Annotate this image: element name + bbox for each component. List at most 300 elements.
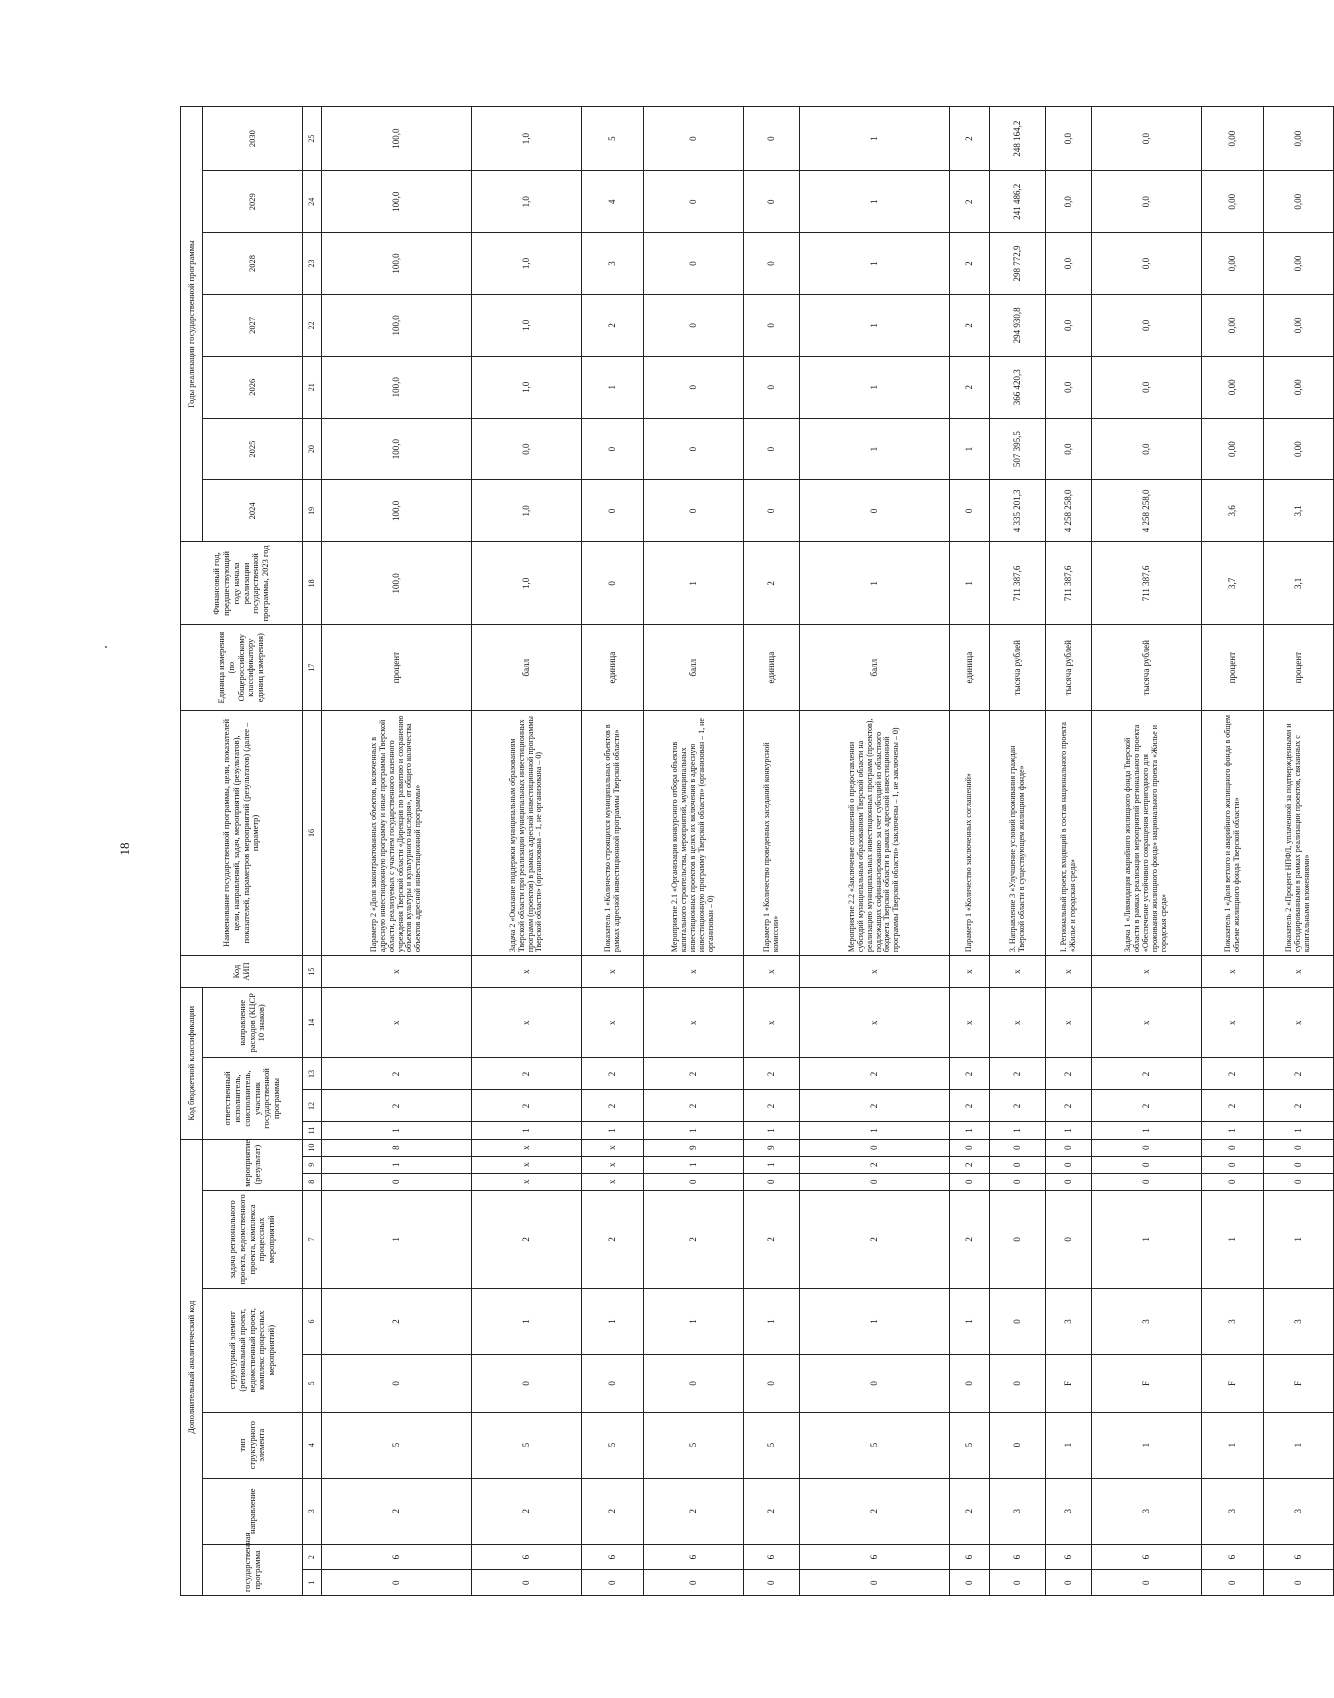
code-cell-c10: 9 (744, 1139, 800, 1156)
header-napravlenie: направление (203, 1478, 303, 1544)
row-year-value: 0,00 (1264, 171, 1334, 233)
code-cell-c2: 6 (990, 1544, 1046, 1570)
code-cell-c7: 2 (744, 1190, 800, 1288)
code-cell-c8: 0 (1046, 1173, 1092, 1190)
header-year-2024: 2024 (203, 480, 303, 542)
index-cell: 7 (303, 1190, 322, 1288)
code-cell-c12: 2 (322, 1090, 472, 1122)
row-unit: балл (472, 625, 582, 710)
row-year-value: 1 (800, 233, 950, 295)
code-cell-c4: 5 (744, 1412, 800, 1478)
code-cell-c6: 3 (1264, 1288, 1334, 1354)
row-year-value: 1,0 (472, 233, 582, 295)
header-name: Наименование государственной программы, цели, показателей цели, направлений, задач, мероприятий (результатов), показателей, параметров мероприятий (результатов) (далее – параметр) (181, 710, 303, 955)
code-cell-c9: x (582, 1156, 644, 1173)
index-cell: 5 (303, 1355, 322, 1413)
row-year-value: 2 (950, 107, 990, 171)
code-cell-c13: 2 (644, 1058, 744, 1090)
code-cell-c8: 0 (1264, 1173, 1334, 1190)
index-cell: 25 (303, 107, 322, 171)
code-cell-c7: 2 (800, 1190, 950, 1288)
code-cell-c14: x (1092, 988, 1202, 1058)
code-cell-c15: x (644, 956, 744, 988)
code-cell-c9: 0 (1092, 1156, 1202, 1173)
code-cell-c2: 6 (950, 1544, 990, 1570)
code-cell-c4: 5 (472, 1412, 582, 1478)
code-cell-c9: 0 (1202, 1156, 1264, 1173)
code-cell-c7: 2 (472, 1190, 582, 1288)
code-cell-c14: x (322, 988, 472, 1058)
program-table-sheet (180, 106, 1311, 1596)
row-year-value: 0,00 (1202, 171, 1264, 233)
program-table (180, 106, 1334, 1596)
row-year-value: 0 (800, 480, 950, 542)
code-cell-c4: 5 (800, 1412, 950, 1478)
code-cell-c6: 3 (1202, 1288, 1264, 1354)
header-dak: Дополнительный аналитический код (181, 1139, 203, 1595)
code-cell-c2: 6 (322, 1544, 472, 1570)
code-cell-c15: x (322, 956, 472, 988)
code-cell-c3: 3 (1264, 1478, 1334, 1544)
row-year-value: 0,00 (1264, 294, 1334, 356)
code-cell-c14: x (644, 988, 744, 1058)
code-cell-c1: 0 (472, 1570, 582, 1596)
code-cell-c13: 2 (950, 1058, 990, 1090)
code-cell-c10: 0 (1264, 1139, 1334, 1156)
row-year-value: 1,0 (472, 480, 582, 542)
code-cell-c15: x (800, 956, 950, 988)
index-cell: 8 (303, 1173, 322, 1190)
header-tip: тип структурного элемента (203, 1412, 303, 1478)
page-number: 18 (117, 842, 132, 856)
code-cell-c2: 6 (1046, 1544, 1092, 1570)
row-year-value: 0 (644, 294, 744, 356)
row-year-value: 4 258 258,0 (1046, 480, 1092, 542)
code-cell-c3: 2 (322, 1478, 472, 1544)
code-cell-c10: 8 (322, 1139, 472, 1156)
row-year-value: 2 (582, 294, 644, 356)
row-year-value: 0,00 (1202, 356, 1264, 418)
code-cell-c11: 1 (1046, 1122, 1092, 1139)
row-name: Параметр 1 «Количество проведенных заседаний конкурсной комиссии» (744, 710, 800, 955)
code-cell-c1: 0 (1046, 1570, 1092, 1596)
code-cell-c13: 2 (1046, 1058, 1092, 1090)
table-row (950, 107, 990, 1596)
header-napr-rash: направление расходов (КЦСР 10 знаков) (203, 988, 303, 1058)
row-year-value: 1 (800, 107, 950, 171)
code-cell-c14: x (1046, 988, 1092, 1058)
code-cell-c4: 5 (322, 1412, 472, 1478)
code-cell-c15: x (1092, 956, 1202, 988)
row-year-value: 0 (644, 107, 744, 171)
code-cell-c12: 2 (1264, 1090, 1334, 1122)
code-cell-c11: 1 (1202, 1122, 1264, 1139)
code-cell-c5: 0 (472, 1355, 582, 1413)
code-cell-c11: 1 (472, 1122, 582, 1139)
code-cell-c1: 0 (1092, 1570, 1202, 1596)
code-cell-c14: x (744, 988, 800, 1058)
code-cell-c13: 2 (1264, 1058, 1334, 1090)
header-kbk: Код бюджетной классификации (181, 988, 203, 1139)
code-cell-c1: 0 (990, 1570, 1046, 1596)
row-year-value: 0 (744, 107, 800, 171)
code-cell-c5: F (1202, 1355, 1264, 1413)
index-cell: 11 (303, 1122, 322, 1139)
row-year-value: 241 486,2 (990, 171, 1046, 233)
row-year-value: 0,0 (1092, 171, 1202, 233)
index-cell: 18 (303, 542, 322, 625)
row-year-value: 0 (644, 233, 744, 295)
row-year-value: 100,0 (322, 480, 472, 542)
row-base-year-value: 3,1 (1264, 542, 1334, 625)
row-year-value: 3 (582, 233, 644, 295)
row-name: Задача 2 «Оказание поддержки муниципальным образованиям Тверской области при реализации муниципальных инвестиционных программ (проектов) в рамках адресной инвестиционной программы Тверской области» (организована – 1, не организована – 0) (472, 710, 582, 955)
code-cell-c8: 0 (1092, 1173, 1202, 1190)
code-cell-c3: 2 (800, 1478, 950, 1544)
row-unit: балл (644, 625, 744, 710)
code-cell-c4: 5 (644, 1412, 744, 1478)
row-year-value: 1 (800, 294, 950, 356)
code-cell-c9: 1 (744, 1156, 800, 1173)
table-row (472, 107, 582, 1596)
row-year-value: 0,0 (1092, 294, 1202, 356)
table-row (1092, 107, 1202, 1596)
code-cell-c9: x (472, 1156, 582, 1173)
code-cell-c1: 0 (644, 1570, 744, 1596)
row-year-value: 0,0 (1092, 107, 1202, 171)
code-cell-c3: 3 (990, 1478, 1046, 1544)
row-year-value: 1,0 (472, 356, 582, 418)
code-cell-c5: F (1092, 1355, 1202, 1413)
row-year-value: 100,0 (322, 418, 472, 480)
code-cell-c7: 1 (322, 1190, 472, 1288)
row-unit: единица (582, 625, 644, 710)
code-cell-c13: 2 (800, 1058, 950, 1090)
code-cell-c12: 2 (1092, 1090, 1202, 1122)
table-row (800, 107, 950, 1596)
code-cell-c10: 0 (800, 1139, 950, 1156)
code-cell-c12: 2 (582, 1090, 644, 1122)
row-base-year-value: 100,0 (322, 542, 472, 625)
code-cell-c6: 1 (644, 1288, 744, 1354)
table-row (1202, 107, 1264, 1596)
code-cell-c1: 0 (1264, 1570, 1334, 1596)
index-cell: 21 (303, 356, 322, 418)
code-cell-c15: x (744, 956, 800, 988)
row-year-value: 2 (950, 356, 990, 418)
row-year-value: 0,0 (1046, 107, 1092, 171)
row-year-value: 0,0 (1092, 418, 1202, 480)
row-unit: единица (744, 625, 800, 710)
row-year-value: 0 (744, 480, 800, 542)
header-year-2027: 2027 (203, 294, 303, 356)
code-cell-c5: 0 (800, 1355, 950, 1413)
code-cell-c11: 1 (582, 1122, 644, 1139)
code-cell-c8: 0 (990, 1173, 1046, 1190)
index-cell: 14 (303, 988, 322, 1058)
row-base-year-value: 1 (644, 542, 744, 625)
header-years-group: Годы реализации государственной программы (181, 107, 203, 542)
code-cell-c9: 0 (1264, 1156, 1334, 1173)
code-cell-c15: x (472, 956, 582, 988)
code-cell-c4: 5 (950, 1412, 990, 1478)
row-year-value: 0 (744, 418, 800, 480)
index-cell: 10 (303, 1139, 322, 1156)
code-cell-c2: 6 (644, 1544, 744, 1570)
header-year-2028: 2028 (203, 233, 303, 295)
code-cell-c7: 1 (1264, 1190, 1334, 1288)
code-cell-c2: 6 (1264, 1544, 1334, 1570)
row-year-value: 0,0 (1046, 233, 1092, 295)
header-year-2026: 2026 (203, 356, 303, 418)
code-cell-c2: 6 (1202, 1544, 1264, 1570)
row-name: Параметр 1 «Количество заключенных соглашений» (950, 710, 990, 955)
row-year-value: 0 (744, 171, 800, 233)
code-cell-c10: 0 (1202, 1139, 1264, 1156)
row-year-value: 0 (582, 418, 644, 480)
row-year-value: 100,0 (322, 107, 472, 171)
row-year-value: 1,0 (472, 294, 582, 356)
code-cell-c7: 0 (990, 1190, 1046, 1288)
index-cell: 16 (303, 710, 322, 955)
code-cell-c13: 2 (1202, 1058, 1264, 1090)
row-year-value: 0,00 (1202, 233, 1264, 295)
code-cell-c15: x (990, 956, 1046, 988)
row-name: Параметр 2 «Доля законтрактованных объектов, включенных в адресную инвестиционную программу и иные программы Тверской области, реализуемых с участием государственного казенного учреждения Тверской области «Дирекция по развитию и сохранению объектов культуры и культурного наследия», от общего количества объектов адресной инвестиционной программы» (322, 710, 472, 955)
code-cell-c5: 0 (990, 1355, 1046, 1413)
row-year-value: 298 772,9 (990, 233, 1046, 295)
table-body (322, 107, 1334, 1596)
row-year-value: 0 (744, 356, 800, 418)
row-year-value: 100,0 (322, 294, 472, 356)
row-name: 3. Направление 3 «Улучшение условий проживания граждан Тверской области в существующем жилищном фонде» (990, 710, 1046, 955)
index-cell: 19 (303, 480, 322, 542)
row-name: Показатель 1 «Количество строящихся муниципальных объектов в рамках адресной инвестиционной программы Тверской области» (582, 710, 644, 955)
code-cell-c10: x (472, 1139, 582, 1156)
code-cell-c15: x (582, 956, 644, 988)
code-cell-c8: 0 (644, 1173, 744, 1190)
row-year-value: 1,0 (472, 171, 582, 233)
code-cell-c10: x (582, 1139, 644, 1156)
code-cell-c13: 2 (744, 1058, 800, 1090)
row-base-year-value: 0 (582, 542, 644, 625)
row-year-value: 100,0 (322, 356, 472, 418)
table-row (322, 107, 472, 1596)
code-cell-c8: 0 (322, 1173, 472, 1190)
row-year-value: 0,00 (1202, 107, 1264, 171)
code-cell-c9: 2 (800, 1156, 950, 1173)
code-cell-c13: 2 (1092, 1058, 1202, 1090)
code-cell-c11: 1 (950, 1122, 990, 1139)
row-year-value: 507 395,5 (990, 418, 1046, 480)
row-base-year-value: 2 (744, 542, 800, 625)
header-meropr: мероприятие (результат) (203, 1139, 303, 1190)
code-cell-c7: 2 (582, 1190, 644, 1288)
code-cell-c8: x (472, 1173, 582, 1190)
header-base-year: Финансовый год, предшествующий году начала реализации государственной программы, 2023 год (181, 542, 303, 625)
code-cell-c2: 6 (582, 1544, 644, 1570)
code-cell-c3: 2 (582, 1478, 644, 1544)
code-cell-c12: 2 (744, 1090, 800, 1122)
code-cell-c8: 0 (800, 1173, 950, 1190)
row-base-year-value: 1 (800, 542, 950, 625)
row-year-value: 0,0 (1092, 233, 1202, 295)
row-year-value: 0,00 (1202, 418, 1264, 480)
index-cell: 20 (303, 418, 322, 480)
row-name: I. Региональный проект, входящий в состав национального проекта «Жилье и городская среда» (1046, 710, 1092, 955)
row-name: Мероприятие 2.2 «Заключение соглашений о предоставлении субсидий муниципальным образованиям Тверской области на реализацию муниципальных инвестиционных программ (проектов), подлежащих софинансированию за счет субсидий из областного бюджета Тверской области в рамках адресной инвестиционной программы Тверской области» (заключены – 1, не заключены – 0) (800, 710, 950, 955)
code-cell-c12: 2 (644, 1090, 744, 1122)
row-year-value: 248 164,2 (990, 107, 1046, 171)
row-unit: процент (1264, 625, 1334, 710)
row-year-value: 1 (950, 418, 990, 480)
code-cell-c3: 2 (644, 1478, 744, 1544)
row-year-value: 2 (950, 233, 990, 295)
row-year-value: 3,6 (1202, 480, 1264, 542)
table-row (1046, 107, 1092, 1596)
code-cell-c5: 0 (322, 1355, 472, 1413)
code-cell-c7: 0 (1046, 1190, 1092, 1288)
code-cell-c9: 1 (322, 1156, 472, 1173)
row-year-value: 4 258 258,0 (1092, 480, 1202, 542)
header-unit: Единица измерения (по Общероссийскому классификатору единиц измерения) (181, 625, 303, 710)
code-cell-c10: 9 (644, 1139, 744, 1156)
code-cell-c14: x (950, 988, 990, 1058)
row-base-year-value: 3,7 (1202, 542, 1264, 625)
row-year-value: 0,0 (1092, 356, 1202, 418)
code-cell-c6: 3 (1046, 1288, 1092, 1354)
code-cell-c11: 1 (644, 1122, 744, 1139)
index-cell: 15 (303, 956, 322, 988)
header-otv: ответственный исполнитель, соисполнитель, участник государственной программы (203, 1058, 303, 1139)
row-year-value: 1 (582, 356, 644, 418)
code-cell-c3: 2 (950, 1478, 990, 1544)
code-cell-c7: 2 (950, 1190, 990, 1288)
row-unit: процент (322, 625, 472, 710)
code-cell-c13: 2 (582, 1058, 644, 1090)
code-cell-c6: 1 (950, 1288, 990, 1354)
code-cell-c3: 3 (1046, 1478, 1092, 1544)
row-year-value: 4 (582, 171, 644, 233)
row-unit: балл (800, 625, 950, 710)
code-cell-c14: x (1264, 988, 1334, 1058)
row-year-value: 0 (644, 418, 744, 480)
index-cell: 2 (303, 1544, 322, 1570)
header-year-2025: 2025 (203, 418, 303, 480)
code-cell-c10: 0 (1092, 1139, 1202, 1156)
row-unit: процент (1202, 625, 1264, 710)
code-cell-c13: 2 (472, 1058, 582, 1090)
row-unit: тысяча рублей (1092, 625, 1202, 710)
code-cell-c7: 2 (644, 1190, 744, 1288)
index-cell: 3 (303, 1478, 322, 1544)
index-cell: 22 (303, 294, 322, 356)
code-cell-c2: 6 (744, 1544, 800, 1570)
row-year-value: 4 335 201,3 (990, 480, 1046, 542)
code-cell-c5: 0 (744, 1355, 800, 1413)
code-cell-c13: 2 (322, 1058, 472, 1090)
code-cell-c11: 1 (800, 1122, 950, 1139)
table-row (1264, 107, 1334, 1596)
index-cell: 17 (303, 625, 322, 710)
code-cell-c3: 2 (472, 1478, 582, 1544)
row-year-value: 100,0 (322, 171, 472, 233)
code-cell-c8: 0 (950, 1173, 990, 1190)
row-year-value: 1 (800, 418, 950, 480)
code-cell-c8: x (582, 1173, 644, 1190)
code-cell-c12: 2 (950, 1090, 990, 1122)
row-year-value: 1 (800, 171, 950, 233)
row-year-value: 2 (950, 171, 990, 233)
code-cell-c3: 2 (744, 1478, 800, 1544)
code-cell-c7: 1 (1202, 1190, 1264, 1288)
table-row (582, 107, 644, 1596)
row-name: Показатель 1 «Доля ветхого и аварийного жилищного фонда в общем объеме жилищного фонда Тверской области» (1202, 710, 1264, 955)
row-year-value: 0 (644, 480, 744, 542)
row-year-value: 3,1 (1264, 480, 1334, 542)
row-name: Мероприятие 2.1 «Организация конкурсного отбора объектов капитального строительства, мероприятий, муниципальных инвестиционных проектов в целях их включения в адресную инвестиционную программу Тверской области» (организован – 1, не организован – 0) (644, 710, 744, 955)
code-cell-c1: 0 (322, 1570, 472, 1596)
row-year-value: 2 (950, 294, 990, 356)
code-cell-c15: x (1046, 956, 1092, 988)
code-cell-c15: x (1264, 956, 1334, 988)
row-unit: тысяча рублей (1046, 625, 1092, 710)
code-cell-c5: 0 (582, 1355, 644, 1413)
code-cell-c1: 0 (582, 1570, 644, 1596)
code-cell-c6: 1 (744, 1288, 800, 1354)
code-cell-c1: 0 (744, 1570, 800, 1596)
row-base-year-value: 1 (950, 542, 990, 625)
header-year-2030: 2030 (203, 107, 303, 171)
code-cell-c15: x (1202, 956, 1264, 988)
row-year-value: 294 930,8 (990, 294, 1046, 356)
code-cell-c4: 5 (582, 1412, 644, 1478)
code-cell-c5: F (1046, 1355, 1092, 1413)
row-year-value: 0,00 (1264, 107, 1334, 171)
header-zadacha: задача регионального проекта, ведомственного проекта, комплекса процессных мероприятий (203, 1190, 303, 1288)
row-year-value: 5 (582, 107, 644, 171)
table-row (744, 107, 800, 1596)
row-year-value: 0,00 (1202, 294, 1264, 356)
row-year-value: 0 (644, 171, 744, 233)
code-cell-c12: 2 (1202, 1090, 1264, 1122)
code-cell-c7: 1 (1092, 1190, 1202, 1288)
table-row (990, 107, 1046, 1596)
code-cell-c4: 1 (1046, 1412, 1092, 1478)
code-cell-c6: 2 (322, 1288, 472, 1354)
row-year-value: 1 (800, 356, 950, 418)
code-cell-c4: 0 (990, 1412, 1046, 1478)
code-cell-c9: 2 (950, 1156, 990, 1173)
code-cell-c2: 6 (1092, 1544, 1202, 1570)
code-cell-c11: 1 (1092, 1122, 1202, 1139)
row-year-value: 0 (582, 480, 644, 542)
code-cell-c6: 1 (582, 1288, 644, 1354)
index-cell: 13 (303, 1058, 322, 1090)
row-year-value: 0,00 (1264, 418, 1334, 480)
code-cell-c10: 0 (990, 1139, 1046, 1156)
row-base-year-value: 711 387,6 (990, 542, 1046, 625)
index-cell: 24 (303, 171, 322, 233)
code-cell-c6: 1 (800, 1288, 950, 1354)
code-cell-c3: 3 (1092, 1478, 1202, 1544)
row-year-value: 0,0 (1046, 356, 1092, 418)
code-cell-c5: 0 (644, 1355, 744, 1413)
row-name: Задача 1 «Ликвидация аварийного жилищного фонда Тверской области в рамках реализации мероприятий регионального проекта «Обеспечение устойчивого сокращения непригодного для проживания жилищного фонда» национального проекта «Жилье и городская среда» (1092, 710, 1202, 955)
code-cell-c13: 2 (990, 1058, 1046, 1090)
row-year-value: 0 (950, 480, 990, 542)
code-cell-c2: 6 (800, 1544, 950, 1570)
